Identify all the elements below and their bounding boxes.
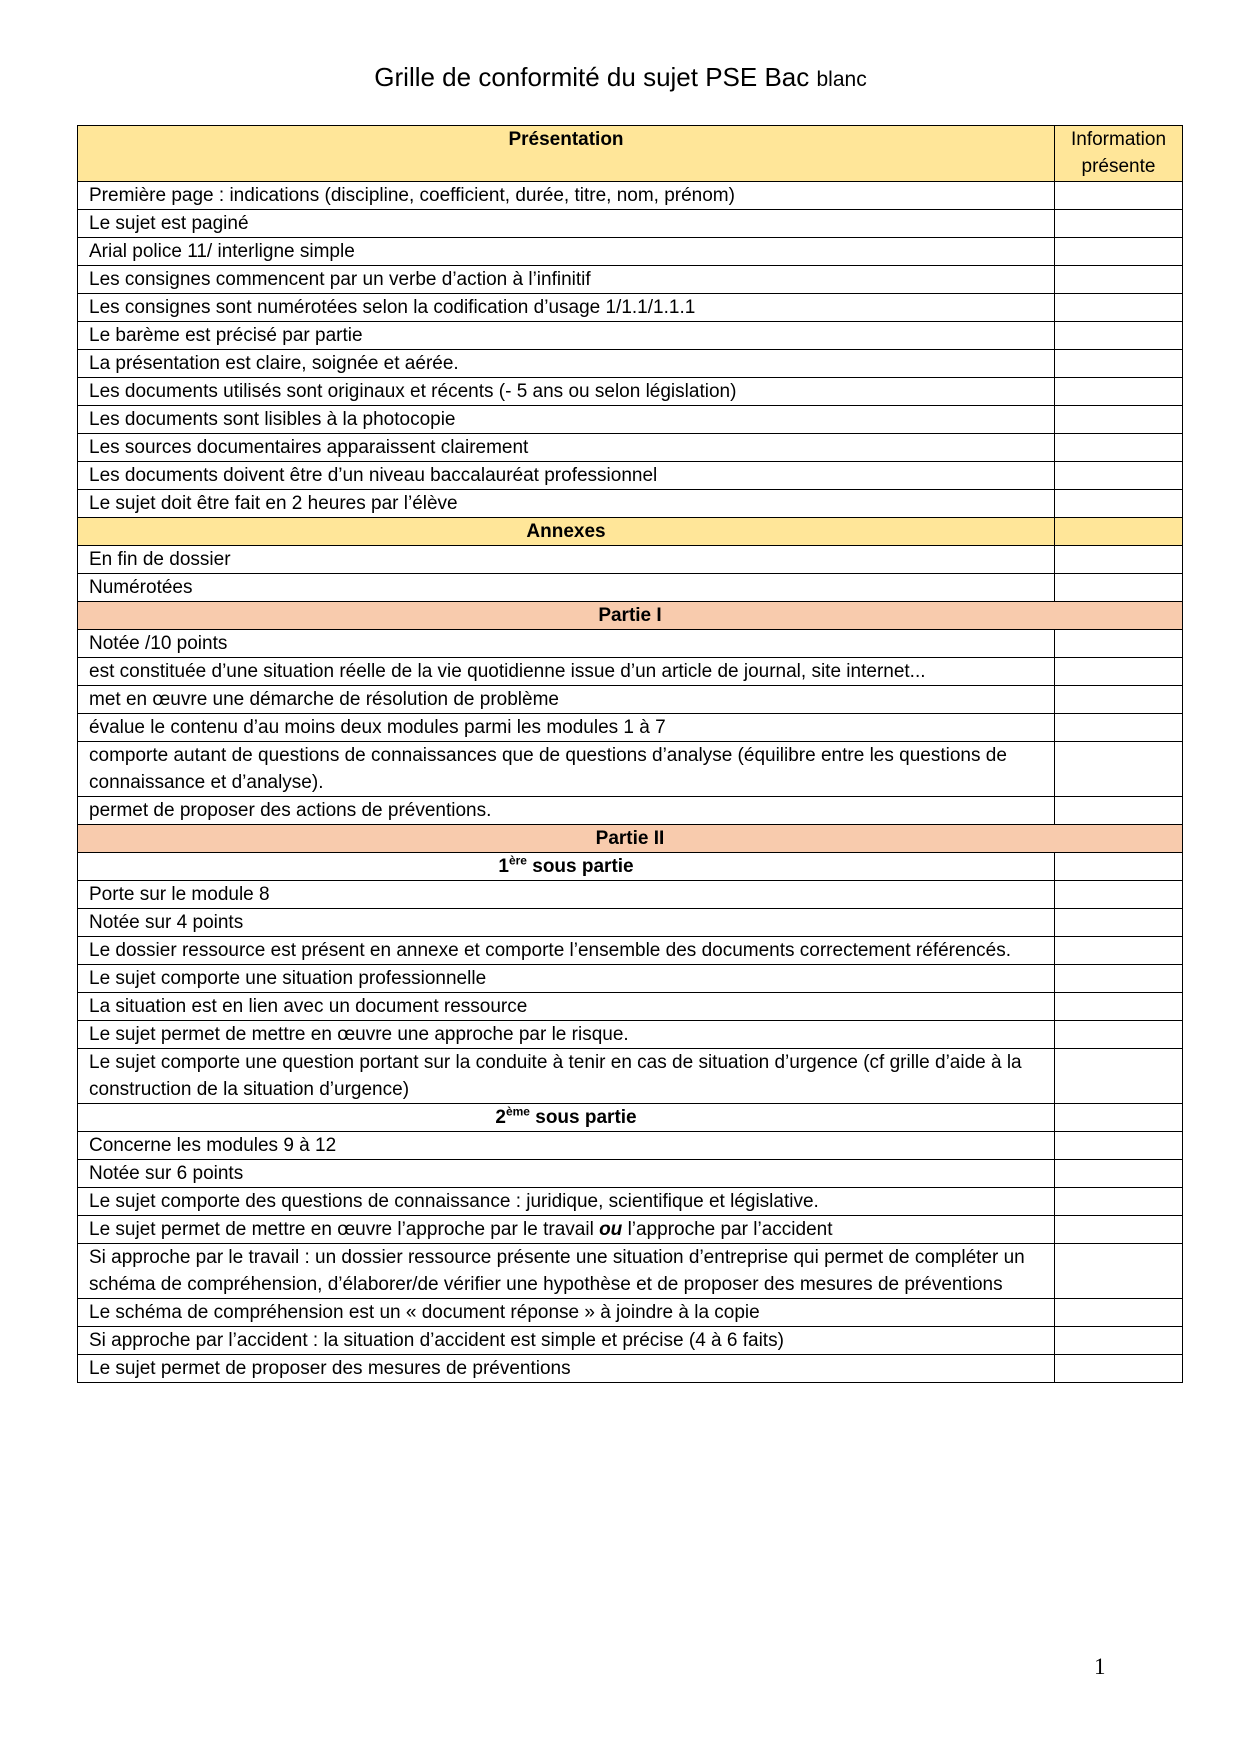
table-row [78,1327,1183,1355]
table-row [78,1216,1183,1244]
checkbox-cell[interactable] [1055,993,1183,1021]
checkbox-cell[interactable] [1055,1355,1183,1383]
criterion-label: Le sujet comporte une situation professionnelle [78,965,1055,993]
criterion-label: Les documents sont lisibles à la photocopie [78,406,1055,434]
table-row [78,462,1183,490]
table-row [78,742,1183,797]
header-information-presente [1055,126,1183,182]
checkbox-cell[interactable] [1055,378,1183,406]
criterion-label: Notée sur 4 points [78,909,1055,937]
table-row [78,182,1183,210]
table-row [78,574,1183,602]
checkbox-cell[interactable] [1055,322,1183,350]
approach-emphasis: ou [599,1219,623,1240]
table-row [78,490,1183,518]
approach-text-after: l’approche par l’accident [622,1219,833,1240]
subsection-2 [78,1104,1183,1132]
table-row [78,378,1183,406]
criterion-label: Les consignes commencent par un verbe d’action à l’infinitif [78,266,1055,294]
criterion-label: Le barème est précisé par partie [78,322,1055,350]
criterion-label: Notée /10 points [78,630,1055,658]
checkbox-cell[interactable] [1055,965,1183,993]
criterion-label: Le sujet comporte une question portant sur la conduite à tenir en cas de situation d’urgence (cf grille d’aide à la construction de la situation d’urgence) [78,1049,1055,1104]
criterion-label: La situation est en lien avec un document ressource [78,993,1055,1021]
criterion-label: Arial police 11/ interligne simple [78,238,1055,266]
criterion-label: En fin de dossier [78,546,1055,574]
table-row [78,322,1183,350]
table-row [78,630,1183,658]
criterion-label: évalue le contenu d’au moins deux modules parmi les modules 1 à 7 [78,714,1055,742]
subsection-check-cell [1055,853,1183,881]
checkbox-cell[interactable] [1055,630,1183,658]
checkbox-cell[interactable] [1055,350,1183,378]
checkbox-cell[interactable] [1055,266,1183,294]
table-row [78,350,1183,378]
table-row [78,1132,1183,1160]
checkbox-cell[interactable] [1055,1132,1183,1160]
checkbox-cell[interactable] [1055,742,1183,797]
table-row [78,1244,1183,1299]
checkbox-cell[interactable] [1055,1160,1183,1188]
page-number: 1 [1094,1654,1106,1679]
section-label: Partie II [78,825,1183,853]
approach-text-before: Le sujet permet de mettre en œuvre l’approche par le travail [89,1219,600,1240]
table-row [78,1160,1183,1188]
criterion-label: est constituée d’une situation réelle de la vie quotidienne issue d’un article de journal, site internet... [78,658,1055,686]
checkbox-cell[interactable] [1055,574,1183,602]
header-info-line1: Information [1070,129,1167,150]
table-row [78,686,1183,714]
criterion-label: comporte autant de questions de connaissances que de questions d’analyse (équilibre entre les questions de connaissance et d’analyse). [78,742,1055,797]
checkbox-cell[interactable] [1055,294,1183,322]
criterion-label: met en œuvre une démarche de résolution de problème [78,686,1055,714]
criterion-label: Les documents doivent être d’un niveau baccalauréat professionnel [78,462,1055,490]
checkbox-cell[interactable] [1055,546,1183,574]
section-check-cell [1055,518,1183,546]
table-row [78,406,1183,434]
criterion-label: Le sujet permet de proposer des mesures de préventions [78,1355,1055,1383]
checkbox-cell[interactable] [1055,909,1183,937]
checkbox-cell[interactable] [1055,238,1183,266]
checkbox-cell[interactable] [1055,658,1183,686]
page-title [0,62,1241,93]
checkbox-cell[interactable] [1055,881,1183,909]
section-label: Partie I [78,602,1183,630]
conformity-grid [77,125,1183,1383]
checkbox-cell[interactable] [1055,1188,1183,1216]
subsection-sup: ème [505,1104,530,1119]
criterion-label: Les consignes sont numérotées selon la codification d’usage 1/1.1/1.1.1 [78,294,1055,322]
criterion-label: permet de proposer des actions de préventions. [78,797,1055,825]
table-row [78,210,1183,238]
subsection-1 [78,853,1183,881]
table-row [78,1299,1183,1327]
table-row [78,1355,1183,1383]
criterion-label: Si approche par le travail : un dossier ressource présente une situation d’entreprise qui permet de compléter un schéma de compréhension, d’élaborer/de vérifier une hypothèse et de proposer des mesures de préventions [78,1244,1055,1299]
criterion-label: La présentation est claire, soignée et aérée. [78,350,1055,378]
table-row [78,881,1183,909]
table-row [78,266,1183,294]
header-info-line2: présente [1081,156,1156,177]
checkbox-cell[interactable] [1055,714,1183,742]
subsection-text: sous partie [529,1107,637,1128]
section-label: Annexes [78,518,1055,546]
checkbox-cell[interactable] [1055,434,1183,462]
subsection-sup: ère [508,853,527,868]
checkbox-cell[interactable] [1055,210,1183,238]
section-annexes [78,518,1183,546]
header-row [78,126,1183,182]
criterion-label: Le schéma de compréhension est un « document réponse » à joindre à la copie [78,1299,1055,1327]
criterion-label: Porte sur le module 8 [78,881,1055,909]
criterion-label: Les documents utilisés sont originaux et récents (- 5 ans ou selon législation) [78,378,1055,406]
checkbox-cell[interactable] [1055,406,1183,434]
table-row [78,434,1183,462]
table-row [78,1049,1183,1104]
checkbox-cell[interactable] [1055,937,1183,965]
section-partie-2 [78,825,1183,853]
criterion-label: Si approche par l’accident : la situation d’accident est simple et précise (4 à 6 faits) [78,1327,1055,1355]
table-row [78,909,1183,937]
checkbox-cell[interactable] [1055,490,1183,518]
criterion-label: Numérotées [78,574,1055,602]
checkbox-cell[interactable] [1055,1327,1183,1355]
table-row [78,797,1183,825]
table-row [78,714,1183,742]
header-presentation: Présentation [78,126,1055,182]
section-partie-1 [78,602,1183,630]
table-row [78,937,1183,965]
table-row [78,1021,1183,1049]
title-small: blanc [816,68,867,91]
checkbox-cell[interactable] [1055,1021,1183,1049]
table-row [78,238,1183,266]
subsection-text: sous partie [526,856,634,877]
subsection-num: 2 [495,1107,506,1128]
criterion-label: Le sujet est paginé [78,210,1055,238]
subsection-check-cell [1055,1104,1183,1132]
checkbox-cell[interactable] [1055,1049,1183,1104]
criterion-label: Le sujet permet de mettre en œuvre une approche par le risque. [78,1021,1055,1049]
checkbox-cell[interactable] [1055,182,1183,210]
criterion-label: Première page : indications (discipline, coefficient, durée, titre, nom, prénom) [78,182,1055,210]
checkbox-cell[interactable] [1055,1244,1183,1299]
criterion-label [78,1216,1055,1244]
subsection-label [78,853,1055,881]
criterion-label: Les sources documentaires apparaissent clairement [78,434,1055,462]
checkbox-cell[interactable] [1055,797,1183,825]
table-row [78,294,1183,322]
table-row [78,658,1183,686]
subsection-label [78,1104,1055,1132]
criterion-label: Le sujet comporte des questions de connaissance : juridique, scientifique et législative. [78,1188,1055,1216]
checkbox-cell[interactable] [1055,462,1183,490]
title-main: Grille de conformité du sujet PSE Bac [374,62,810,92]
criterion-label: Le sujet doit être fait en 2 heures par l’élève [78,490,1055,518]
table-row [78,993,1183,1021]
criterion-label: Concerne les modules 9 à 12 [78,1132,1055,1160]
table-row [78,1188,1183,1216]
criterion-label: Le dossier ressource est présent en annexe et comporte l’ensemble des documents correctement référencés. [78,937,1055,965]
table-row [78,546,1183,574]
criterion-label: Notée sur 6 points [78,1160,1055,1188]
table-row [78,965,1183,993]
subsection-num: 1 [498,856,509,877]
checkbox-cell[interactable] [1055,686,1183,714]
checkbox-cell[interactable] [1055,1299,1183,1327]
checkbox-cell[interactable] [1055,1216,1183,1244]
